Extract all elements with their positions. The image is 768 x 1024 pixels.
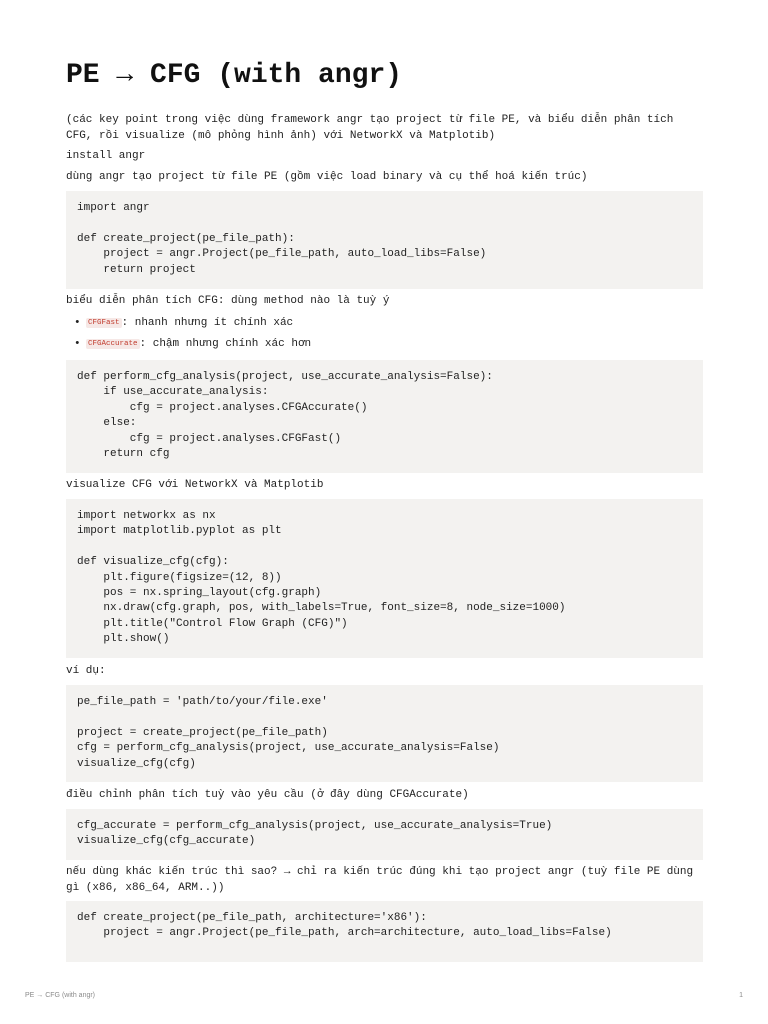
code-block-architecture: def create_project(pe_file_path, architecture='x86'): project = angr.Project(pe_file_path, arch=architecture, auto_load_libs=False) <box>66 901 703 962</box>
intro-paragraph: (các key point trong việc dùng framework angr tạo project từ file PE, và biểu diễn phân tích CFG, rồi visualize (mô phỏng hình ảnh) với NetworkX và Matplotib) <box>66 114 674 142</box>
step-example-text: ví dụ: <box>66 665 106 677</box>
inline-code-tag: CFGAccurate <box>88 340 138 348</box>
code-block-visualize: import networkx as nx import matplotlib.pyplot as plt def visualize_cfg(cfg): plt.figure(figsize=(12, 8)) pos = nx.spring_layout(cfg.graph) nx.draw(cfg.graph, pos, with_labels=True, font_size=8, node_size=1000) plt.title("Control Flow Graph (CFG)") plt.show() <box>66 499 703 658</box>
list-item-text: : nhanh nhưng ít chính xác <box>121 317 294 329</box>
step-create-project-text: dùng angr tạo project từ file PE (gồm việc load binary và cụ thể hoá kiến trúc) <box>66 171 588 183</box>
code-block-create-project: import angr def create_project(pe_file_path): project = angr.Project(pe_file_path, auto_load_libs=False) return project <box>66 191 703 289</box>
install-paragraph: install angr <box>66 150 146 162</box>
list-item-text: : chậm nhưng chính xác hơn <box>139 338 312 350</box>
inline-code-tag: CFGFast <box>88 319 120 327</box>
step-architecture-text: nếu dùng khác kiến trúc thì sao? → chỉ ra kiến trúc đúng khi tạo project angr (tuỳ file PE dùng gì (x86, x86_64, ARM..)) <box>66 866 694 894</box>
list-item <box>66 315 311 331</box>
page-title: PE → CFG (with angr) <box>66 60 403 91</box>
code-block-accurate: cfg_accurate = perform_cfg_analysis(project, use_accurate_analysis=True) visualize_cfg(cfg_accurate) <box>66 809 703 860</box>
bullet-icon: • <box>74 338 81 350</box>
code-block-example: pe_file_path = 'path/to/your/file.exe' project = create_project(pe_file_path) cfg = perform_cfg_analysis(project, use_accurate_analysis=False) visualize_cfg(cfg) <box>66 685 703 782</box>
list-item <box>66 336 311 352</box>
method-list <box>66 315 311 352</box>
step-adjust-text: điều chỉnh phân tích tuỳ vào yêu cầu (ở đây dùng CFGAccurate) <box>66 789 469 801</box>
bullet-icon: • <box>74 317 81 329</box>
step-visualize-text: visualize CFG với NetworkX và Matplotib <box>66 479 324 491</box>
footer-page-number: 1 <box>739 992 743 999</box>
step-cfg-analysis-text: biểu diễn phân tích CFG: dùng method nào là tuỳ ý <box>66 295 390 307</box>
code-block-cfg-analysis: def perform_cfg_analysis(project, use_accurate_analysis=False): if use_accurate_analysis: cfg = project.analyses.CFGAccurate() else: cfg = project.analyses.CFGFast() return cfg <box>66 360 703 473</box>
footer-title: PE → CFG (with angr) <box>25 992 96 999</box>
